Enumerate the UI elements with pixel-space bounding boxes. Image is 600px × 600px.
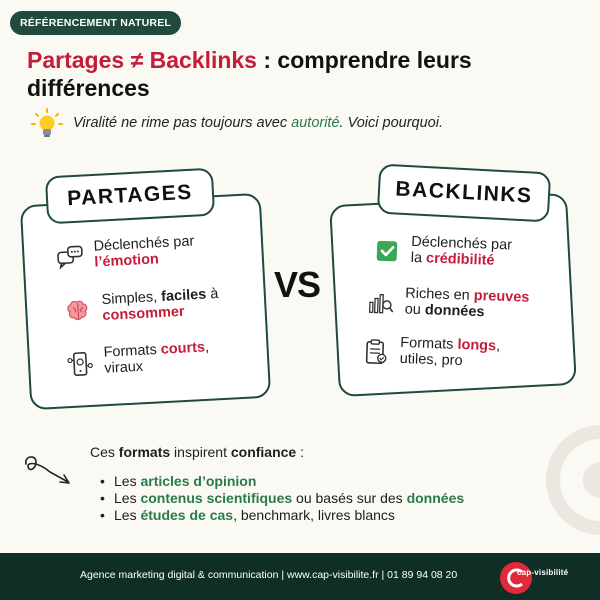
clipboard-icon — [361, 338, 390, 367]
backlinks-item-3-highlight: longs — [457, 336, 497, 355]
logo-text: cap-visibilité — [517, 568, 569, 577]
partages-item-2-text2: à — [205, 285, 219, 303]
backlinks-tab: BACKLINKS — [377, 164, 551, 223]
subtitle-highlight: autorité — [291, 115, 340, 131]
title-part2: Backlinks — [149, 47, 257, 73]
list-item-1-before: Les — [114, 473, 141, 489]
partages-item-1-highlight: l’émotion — [94, 251, 160, 271]
partages-item-2-bold: faciles — [160, 286, 207, 305]
lightbulb-icon — [30, 107, 64, 141]
subtitle-before: Viralité ne rime pas toujours avec — [73, 115, 292, 131]
backlinks-item-credibilite — [372, 233, 512, 270]
list-item — [100, 507, 464, 524]
checkmark-icon — [372, 237, 401, 266]
backlinks-item-formats — [361, 334, 500, 371]
formats-lead-after: : — [296, 444, 304, 460]
title-part1: Partages — [27, 47, 125, 73]
formats-lead — [90, 444, 304, 460]
list-item-2-highlight2: données — [406, 490, 465, 506]
page-title — [27, 46, 547, 102]
chat-bubbles-icon — [55, 243, 84, 272]
backlinks-item-1-line1: Déclenchés par — [411, 233, 513, 254]
hand-drawn-arrow-icon — [22, 452, 74, 490]
formats-lead-before: Ces — [90, 444, 119, 460]
cap-visibilite-logo-icon — [496, 556, 540, 600]
smartphone-icon — [65, 349, 94, 378]
partages-item-2-highlight: consommer — [102, 303, 185, 325]
subtitle — [73, 115, 443, 131]
partages-item-1-line1: Déclenchés par — [93, 233, 195, 255]
partages-item-3-text2: , — [204, 339, 210, 356]
partages-item-3-highlight: courts — [160, 339, 206, 358]
formats-list — [100, 473, 464, 524]
list-item-3-after: , benchmark, livres blancs — [233, 507, 395, 523]
backlinks-item-3-line2: utiles, pro — [399, 350, 463, 370]
backlinks-item-preuves — [366, 284, 529, 322]
title-symbol: ≠ — [130, 47, 144, 73]
list-item — [100, 490, 464, 507]
backlinks-item-3-text2: , — [495, 338, 501, 355]
formats-lead-bold2: confiance — [230, 444, 297, 460]
decorative-ring-icon — [541, 420, 600, 540]
backlinks-item-1-highlight: crédibilité — [425, 250, 495, 269]
backlinks-item-2-text1: Riches en — [405, 285, 475, 304]
backlinks-item-1-text2: la — [410, 249, 427, 267]
list-item-2-after: ou basés sur des — [292, 490, 407, 506]
backlinks-item-2-highlight2: données — [424, 302, 485, 321]
list-item-3-highlight: études de cas — [140, 507, 234, 523]
formats-lead-bold1: formats — [118, 444, 171, 460]
list-item-2-before: Les — [114, 490, 141, 506]
list-item-3-before: Les — [114, 507, 141, 523]
formats-lead-mid: inspirent — [170, 444, 231, 460]
partages-tab: PARTAGES — [45, 168, 215, 225]
data-chart-icon — [366, 288, 395, 317]
partages-item-3-text1: Formats — [103, 341, 162, 361]
list-item-1-highlight: articles d’opinion — [140, 473, 257, 489]
backlinks-item-3-text1: Formats — [400, 334, 458, 353]
partages-item-3-line2: viraux — [104, 358, 144, 377]
footer-text: Agence marketing digital & communication | www.cap-visibilite.fr | 01 89 94 08 20 — [80, 569, 458, 581]
list-item-2-highlight: contenus scientifiques — [140, 490, 293, 506]
backlinks-item-2-highlight: preuves — [473, 287, 530, 306]
subtitle-after: . Voici pourquoi. — [339, 115, 443, 131]
backlinks-item-2-text2: ou — [404, 301, 426, 319]
partages-item-2-text1: Simples, — [101, 288, 162, 309]
list-item — [100, 473, 464, 490]
versus-label: VS — [274, 264, 321, 305]
brain-icon — [63, 297, 92, 326]
category-badge: RÉFÉRENCEMENT NATUREL — [10, 11, 181, 35]
title-part3: : comprendre leurs différences — [27, 47, 472, 101]
